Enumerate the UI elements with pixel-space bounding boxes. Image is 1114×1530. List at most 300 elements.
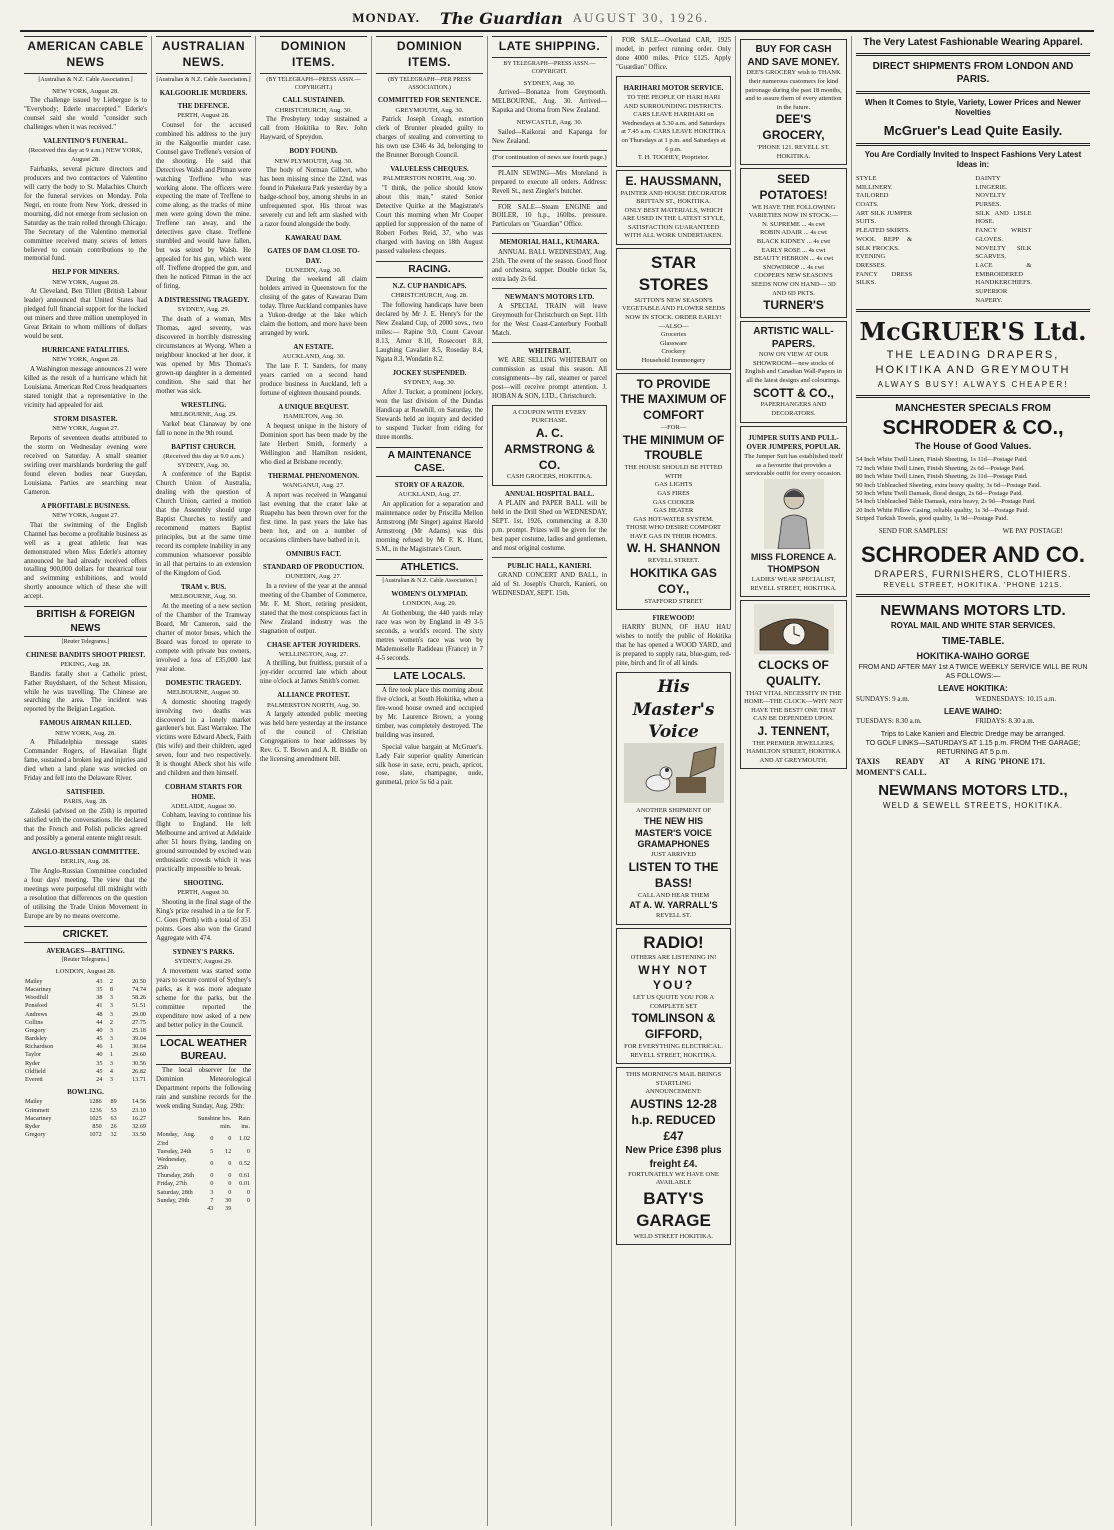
ad-list-item: DAINTY LINGERIE. — [975, 174, 1008, 191]
table-cell-value: 0 — [246, 1196, 250, 1204]
table-cell-value: 46 — [96, 1043, 103, 1051]
armstrong-ad — [492, 405, 607, 486]
notice-text: HARRY BUNN, OF HAU HAU wishes to notify the public of Hokitika that he has opened a WOOD YARD, and is prepared to supply rata, blue-gum, red-pine, birch and fir of all kinds. — [616, 624, 731, 668]
ad-heading: SEED POTATOES! — [759, 172, 828, 202]
ad-heading: THE MINIMUM OF TROUBLE — [622, 432, 725, 463]
article-headline: A DISTRESSING TRAGEDY. — [157, 296, 250, 305]
his-masters-voice-ad — [616, 672, 731, 924]
section-heading: ATHLETICS. — [376, 559, 483, 576]
ad-list-item: —ALSO— — [658, 322, 689, 330]
table-cell-value: 32 — [110, 1131, 117, 1139]
ad-address: REVELL STREET, HOKITIKA. — [630, 1051, 717, 1059]
article-headline: A PROFITABLE BUSINESS. — [41, 501, 130, 510]
table-cell-name: Saturday, 28th — [157, 1188, 193, 1196]
article-headline: COMMITTED FOR SENTENCE. — [377, 96, 482, 105]
table-cell-value: 29.60 — [132, 1051, 146, 1059]
table-cell-value: 20.50 — [132, 977, 146, 985]
table-cell-value: 38 — [96, 994, 103, 1002]
table-cell-value: 39.04 — [132, 1035, 146, 1043]
table-cell-name: Sunday, 29th — [157, 1196, 190, 1204]
notice-text: A SPECIAL TRAIN will leave Greymouth for Christchurch on Sept. 11th for the West Coast-Canterbury Football Match. — [492, 302, 607, 337]
ad-list-item: EVENING DRESSES. — [856, 253, 886, 269]
notice-heading: ANNUAL HOSPITAL BALL. — [504, 489, 595, 498]
table-cell-value: 32.69 — [132, 1123, 146, 1131]
haussmann-ad — [616, 170, 731, 245]
ad-subtitle: FOR EVERYTHING ELECTRICAL. — [624, 1043, 723, 1051]
table-cell-name: Bardsley — [25, 1035, 47, 1043]
article-text: In a review of the year at the annual meeting of the Chamber of Commerce, Mr. F. M. Short, retiring president, stated that the most conspicuous fact in New Zealand industry was the stagnation of output. — [260, 582, 367, 635]
table-cell-name: Mailey — [25, 977, 43, 985]
agency-credit: (BY TELEGRAPH—PRESS ASSN.—COPYRIGHT.) — [266, 76, 361, 91]
article-headline: COBHAM STARTS FOR HOME. — [164, 783, 243, 801]
ad-list-item: NOVELTY PURSES. — [975, 192, 1006, 209]
ad-advertiser: NEWMANS MOTORS LTD. — [880, 602, 1066, 620]
table-cell-name: Grimmett — [25, 1106, 50, 1114]
table-cell-value: 0 — [210, 1135, 214, 1143]
article-text: A movement was started some years to secure control of Sydney's parks, as it was more adequate scheme for the parks, but the committee reported the expenditure now asked of a new and better policy in the Council. — [156, 967, 251, 1029]
agency-credit: [Australian & N.Z. Cable Association.] — [38, 76, 133, 83]
ad-heading: CLOCKS OF QUALITY. — [758, 657, 829, 688]
article-headline: KAWARAU DAM. — [285, 234, 342, 243]
table-cell-value: 43 — [207, 1205, 214, 1213]
article-text: The death of a woman, Mrs Thomas, aged seventy, was discovered in horribly distressing circumstances at Wyong. When a neighbour knocked at her door, it was opened by Mrs Thomas's grown-up daughter in a demented condition. She said that her mother was sick. — [156, 316, 251, 395]
bowling-averages-table — [24, 1098, 147, 1139]
dateline: LONDON, Aug. 29. — [402, 600, 457, 608]
batting-row — [24, 994, 147, 1002]
wallpaper-ad — [740, 321, 847, 423]
ad-list-item: GAS COOKER — [652, 498, 695, 506]
ad-list-item: 50 Inch White Twill Damask, floral design, 2s 6d—Postage Paid. — [856, 489, 1023, 497]
section-heading: LATE LOCALS. — [376, 668, 483, 685]
ad-text: HOKITIKA AND GREYMOUTH — [875, 363, 1071, 376]
ad-tagline: ALWAYS BUSY! ALWAYS CHEAPER! — [877, 380, 1069, 390]
ad-text: When It Comes to Style, Variety, Lower Prices and Newer Novelties — [865, 97, 1081, 118]
ad-list-item: GAS FIRES — [657, 489, 690, 497]
dateline: PARIS, Aug. 28. — [63, 798, 108, 806]
ad-text: CALL AND HEAR THEM — [637, 891, 710, 899]
article-text: Cobham, leaving to continue his flight to England. He left Melbourne and arrived at Adelaide after 51 hours flying, landing on ground surrounded by excited wan enthusiastic crowds which it was practically impossible to break. — [156, 812, 251, 874]
ad-list-item: BLACK KIDNEY ... 4s cwt — [756, 238, 831, 246]
table-cell-name: Friday, 27th — [157, 1180, 187, 1188]
table-cell-value: 26 — [110, 1123, 117, 1131]
weather-row — [156, 1156, 251, 1172]
table-cell-name: Andrews — [25, 1010, 48, 1018]
table-cell-value: 1.02 — [239, 1135, 250, 1143]
batting-row — [24, 1076, 147, 1084]
table-cell-value: 3 — [109, 994, 114, 1002]
masthead — [20, 6, 1094, 32]
dateline: CHRISTCHURCH, Aug. 28. — [391, 292, 468, 300]
ad-advertiser: E. HAUSSMANN, — [625, 173, 722, 188]
table-cell-value: 30 — [225, 1196, 232, 1204]
batting-row — [24, 1011, 147, 1019]
table-cell-name: Gregory — [25, 1131, 46, 1139]
section-heading: A MAINTENANCE CASE. — [376, 447, 483, 477]
article-text: Special value bargain at McGruer's. Lady Fair superior quality American silk hose in saxe, ecru, peach, apricot, rose, slate, champagne, nude, gunmetal, price 5s 6d a pair. — [376, 743, 483, 787]
table-cell-name: Oldfield — [25, 1067, 46, 1075]
ad-advertiser: TOMLINSON & GIFFORD, — [631, 1011, 716, 1042]
ad-text: SUTTON'S NEW SEASON'S VEGETABLE AND FLOWER SEEDS NOW IN STOCK. ORDER EARLY! — [622, 296, 725, 322]
article-text: That the swimming of the English Channel has become a profitable business as well as a great athletic feat was demonstrated when Miss Ederle's attorney announced he had already received offers totalling 900,000 dollars for theatrical tour and swimming exhibitions, and would shortly announce which of these she will accept. — [24, 521, 147, 601]
ad-list-item: GAS HOT-WATER SYSTEM. — [633, 515, 714, 523]
ad-text: THIS MORNING'S MAIL BRINGS STARTLING — [625, 1071, 722, 1087]
ad-heading: TIME-TABLE. — [941, 635, 1005, 647]
ad-subtitle: 'PHONE 121. REVELL ST. HOKITIKA. — [757, 143, 830, 160]
ad-subtitle: LADIES' WEAR SPECIALIST, REVELL STREET, HOKITIKA. — [750, 576, 837, 592]
dateline: SYDNEY, August 29. — [174, 958, 233, 966]
article-text: "I think, the police should know about this man," stated Senior Detective Quirke at the Magistrate's Court this morning when Mr Cooper applied for suppression of the name of Robert Forbes Reid, 37, who was charged with having on 18th August passed valueless cheques. — [376, 185, 483, 255]
section-heading: BRITISH & FOREIGN NEWS — [24, 606, 147, 636]
article-headline: CALL SUSTAINED. — [282, 96, 345, 105]
ad-heading: THE MAXIMUM OF COMFORT — [620, 392, 727, 423]
article-text: After J. Tucker, a prominent jockey, won the last division of the Dundas Handicap at Rosehill, on Saturday, the Stewards held an inquiry and decided to suspend Tucker from riding for three months. — [376, 388, 483, 441]
table-cell-value: 2 — [109, 1018, 114, 1026]
notice-heading: NEWMAN'S MOTORS LTD. — [504, 292, 595, 301]
dateline: MELBOURNE, August 30. — [167, 688, 240, 696]
table-cell-name: Gregory — [25, 1026, 46, 1034]
table-cell-name: Collins — [25, 1018, 43, 1026]
table-cell-value: 0 — [210, 1159, 214, 1167]
batting-row — [24, 978, 147, 986]
article-text: Sailed—Kaikorai and Kapanga for New Zealand. — [492, 128, 607, 145]
ad-text: FORTUNATELY WE HAVE ONE AVAILABLE — [628, 1170, 719, 1187]
agency-credit: [Reuter Telegrams.] — [61, 638, 110, 645]
weather-row — [156, 1172, 251, 1180]
table-cell-value: 26.82 — [132, 1067, 146, 1075]
weather-table — [156, 1115, 251, 1213]
ad-text: WE PAY POSTAGE! — [1002, 526, 1063, 535]
dateline: CHRISTCHURCH, Aug. 30. — [275, 106, 352, 114]
article-text: The Presbytery today sustained a call from Hokitika to Rev. John Hayward, of Spreydon. — [260, 116, 367, 142]
radio-ad — [616, 928, 731, 1065]
article-headline: TRAM v. BUS. — [180, 582, 227, 591]
ad-list-item: Striped Turkish Towels, good quality, 1s 9d—Postage Paid. — [856, 515, 1009, 523]
table-cell-value — [232, 1205, 251, 1213]
dateline: WANGANUI, Aug. 27. — [282, 482, 345, 490]
ad-list-item: WOOL REPP & SILK FROCKS. — [856, 235, 913, 252]
dateline: HAMILTON, Aug. 30. — [283, 413, 344, 421]
table-cell-value: 58.26 — [132, 994, 146, 1002]
ad-list-item: FANCY WRIST GLOVES. — [975, 227, 1032, 243]
masthead-day: MONDAY. — [352, 10, 420, 25]
article-headline: SATISFIED. — [66, 788, 105, 797]
article-text: An application for a separation and maintenance order by Priscilla Mellon Armstrong (Mr Singer) against Harold Armstrong (Mr Adams) was this morning refused by Mr F. K. Hunt, S.M., in the Magistrate's Court. — [376, 500, 483, 553]
table-cell-value: 30.64 — [132, 1043, 146, 1051]
section-heading: DOMINION ITEMS. — [260, 36, 367, 74]
ad-subtitle: PAINTER AND HOUSE DECORATOR BRITTAN ST., HOKITIKA. — [620, 189, 727, 206]
article-headline: VALUELESS CHEQUES. — [390, 165, 469, 174]
column-american-cable-news — [20, 36, 152, 1526]
ad-text: THOSE WHO DESIRE COMFORT HAVE GAS IN THEIR HOMES. — [625, 524, 721, 540]
table-cell-value: 24 — [96, 1076, 103, 1084]
table-cell-name: Ponsford — [25, 1002, 48, 1010]
section-heading: LATE SHIPPING. — [492, 36, 607, 58]
ad-list-item: FANCY DRESS SILKS. — [856, 270, 913, 287]
ad-advertiser: NEWMANS MOTORS LTD., — [878, 782, 1068, 800]
ad-heading: LEAVE WAIHO: — [943, 706, 1003, 716]
table-cell-value: 8 — [109, 985, 114, 993]
table-cell-name: Richardson — [25, 1043, 54, 1051]
table-cell-value: 89 — [110, 1098, 117, 1106]
ad-address: WELD & SEWELL STREETS, HOKITIKA. — [882, 801, 1064, 811]
article-text: A conference of the Baptist Church Union of Australia, dealing with the question of Church Union, carried a motion that the Assembly should urge Baptist Churches to testify and recommend matters Baptist principles, but at the same time record its complete inability in any communion whatsoever possible in all that pertains to an extension of the Kingdom of God. — [156, 471, 251, 577]
ad-text: ONLY BEST MATERIALS, WHICH ARE USED IN THE LATEST STYLE, SATISFACTION GUARANTEED WITH ALL WORK UNDERTAKEN. — [622, 206, 725, 240]
article-headline: BODY FOUND. — [289, 147, 338, 156]
article-headline: N.Z. CUP HANDICAPS. — [392, 282, 467, 291]
table-cell-value: 41 — [96, 1002, 103, 1010]
article-headline: KALGOORLIE MURDERS. — [159, 88, 248, 97]
article-headline: JOCKEY SUSPENDED. — [392, 368, 467, 377]
ad-list-item: GAS HEATER — [653, 507, 694, 515]
table-cell-value: 53 — [110, 1106, 117, 1114]
article-text: The Anglo-Russian Committee concluded a four days' meeting. The view that the meetings were purposeful till midnight with a resolution that differences on the question of utilising the Trade Union Movement in Europe are by no means overcome. — [24, 867, 147, 920]
ad-list-item: STYLE MILLINERY. — [856, 174, 893, 191]
ad-advertiser: BATY'S GARAGE — [636, 1188, 711, 1231]
table-cell-value: 25.18 — [132, 1026, 146, 1034]
article-text: A largely attended public meeting was held here yesterday at the instance of the council of Christian Congregations to hear addresses by Rev. G. T. Brown and A. R. Biddle on the licensing amendment bill. — [260, 711, 367, 764]
dateline: PEKING, Aug. 28. — [60, 660, 111, 668]
ad-text: THE LEADING DRAPERS, — [886, 349, 1060, 362]
table-cell-value: 3 — [210, 1188, 214, 1196]
ad-text: DRAPERS, FURNISHERS, CLOTHIERS. — [874, 569, 1072, 580]
table-cell-value: 0 — [210, 1172, 214, 1180]
column-advertisements-3 — [852, 36, 1094, 1526]
table-cell-value: 45 — [96, 1035, 103, 1043]
table-cell-name: Macartney — [25, 1114, 52, 1122]
table-cell-value: 0 — [228, 1159, 232, 1167]
ad-text: ANOTHER SHIPMENT OF — [636, 807, 711, 815]
dateline: SYDNEY, Aug. 29. — [177, 306, 230, 314]
dateline: PERTH, August 28. — [177, 112, 230, 120]
ad-heading: The Very Latest Fashionable Wearing Apparel. — [863, 37, 1083, 48]
dateline: DUNEDIN, Aug. 30. — [285, 266, 342, 274]
column-australian-news — [152, 36, 256, 1526]
ad-text: FRIDAYS: 8.30 a.m. — [975, 717, 1035, 726]
batting-row — [24, 1068, 147, 1076]
mantel-clock-illustration — [754, 604, 834, 654]
article-text: Fairbanks, several picture directors and producers and two contractors of Valentino will carry the body to St. Malachies Church for the funeral services on Monday. Pola Negri, en route from New York, dressed in mourning, did not emerge from seclusion on Saturday as the train rolled through Chicago. The Secretary of the Valentino memorial committee received many scores of letters believed to contain contributions to the memorial fund. — [24, 165, 147, 263]
ad-text: THE HOUSE SHOULD BE FITTED WITH — [624, 464, 723, 480]
table-cell-value: 3 — [109, 1059, 114, 1067]
table-cell-value: 23.10 — [132, 1106, 146, 1114]
table-cell-value: 16.27 — [132, 1114, 146, 1122]
article-headline: ALLIANCE PROTEST. — [277, 691, 350, 700]
table-cell-value: 3 — [109, 1076, 114, 1084]
ad-tagline: The House of Good Values. — [914, 441, 1032, 452]
ad-text: NOW ON VIEW AT OUR SHOWROOM—new stocks of English and Canadian Wall-Papers in all the latest designs and colourings. — [745, 351, 842, 385]
notice-text: GRAND CONCERT AND BALL, in aid of St. Joseph's Church, Kanieri, on WEDNESDAY, SEPT. 15th. — [492, 572, 607, 598]
ad-list-item: 80 Inch White Twill Linen, Finish Sheeting, 2s 11d—Postage Paid. — [856, 473, 1028, 481]
article-text: A domestic shooting tragedy involving two deaths was discovered in a lonely market gardener's hut. East Warrakee. The victims were Edward Abeck, Faith (his wife) and their children, aged seven, four and two respectively. It is thought Abeck shot his wife and children and then himself. — [156, 698, 251, 778]
table-cell-value: 40 — [96, 1051, 103, 1059]
batting-row — [24, 1035, 147, 1043]
ad-text: WE HAVE THE FOLLOWING VARIETIES NOW IN STOCK:— — [748, 203, 839, 220]
ad-advertiser: DEE'S GROCERY, — [762, 112, 825, 143]
ad-brand: His Master's Voice — [632, 677, 715, 743]
ad-heading: McGruer's Lead Quite Easily. — [883, 122, 1063, 138]
table-cell-value: 27.75 — [132, 1018, 146, 1026]
ad-text: Trips to Lake Kanieri and Electric Dredge may be arranged. — [880, 730, 1066, 738]
ad-list-item: SNOWDROP ... 4s cwt — [762, 263, 825, 271]
article-text: A thrilling, but fruitless, pursuit of a joy-rider occurred late which about nine o'clock at James Smith's corner. — [260, 660, 367, 686]
ad-text: ANNOUNCEMENT: — [645, 1088, 702, 1096]
table-cell-value: 48 — [96, 1010, 103, 1018]
column-dominion-items-1 — [256, 36, 372, 1526]
article-text: Zaleski (advised on the 25th) is reported satisfied with the conversations. He declared that the French and Polish policies agreed and possibly a general entente might result. — [24, 808, 147, 843]
ad-list-item: 54 Inch Unbleached Table Damask, extra heavy, 2s 9d—Postage Paid. — [856, 498, 1036, 506]
bowling-row — [24, 1115, 147, 1123]
bowling-row — [24, 1123, 147, 1131]
article-subheadline: GATES OF DAM CLOSE TO-DAY. — [267, 247, 360, 265]
section-heading: CRICKET. — [24, 926, 147, 943]
ad-list-item: BEAUTY HEBRON ... 4s cwt — [753, 255, 834, 263]
article-text: The late F. T. Sanders, for many years carried on a second hand produce business in Auckland, left a fortune of eighteen thousand pounds. — [260, 363, 367, 398]
ad-heading: HOKITIKA-WAIHO GORGE — [916, 650, 1030, 661]
dateline: AUCKLAND, Aug. 27. — [398, 491, 461, 499]
ad-text: You Are Cordially Invited to Inspect Fashions Very Latest Ideas in: — [864, 149, 1082, 170]
ad-subtitle: PAPERHANGERS AND DECORATORS. — [760, 401, 827, 418]
ad-list-item: 20 Inch White Pillow Casing, reliable quality, 1s 3d—Postage Paid. — [856, 506, 1030, 514]
dateline: NEWCASTLE, Aug. 30. — [516, 119, 583, 127]
article-text: Reports of seventeen deaths attributed to the storm on Wednesday evening were received on Saturday. A small steamer swirling over marshlands bordering the gulf found eleven bodies near Gueydan, Louisiana. Parties are searching near Cameron. — [24, 434, 147, 496]
article-headline: WOMEN'S OLYMPIAD. — [391, 589, 468, 598]
ad-advertiser: J. TENNENT, — [757, 723, 830, 738]
article-text: Shooting in the final stage of the King's prize resulted in a tie for F. C. Goes (Perth) with a total of 351 points. Goes also won the Grand Aggregate with 474. — [156, 899, 251, 943]
article-headline: CHINESE BANDITS SHOOT PRIEST. — [25, 650, 146, 659]
table-cell-value: 2 — [109, 977, 114, 985]
table-cell-value: 0.52 — [239, 1159, 250, 1167]
notice-heading: PUBLIC HALL, KANIERI. — [507, 561, 592, 570]
table-cell-value: 0 — [210, 1180, 214, 1188]
classified-ad: FOR SALE—Overland CAR, 1925 model, in perfect running order. Only done 4000 miles. Price £125. Apply "Guardian" Office. — [616, 37, 731, 71]
classified-ad: FOR SALE—Steam ENGINE and BOILER, 10 h.p., 160lbs. pressure. Particulars on "Guardian" Office. — [492, 203, 607, 229]
table-cell-value: 45 — [96, 1067, 103, 1075]
ad-text: FROM AND AFTER MAY 1st A TWICE WEEKLY SERVICE WILL BE RUN AS FOLLOWS:— — [858, 663, 1088, 680]
column-header: Sunshine hrs. min. — [197, 1114, 232, 1131]
ad-subtitle: REVELL STREET. — [647, 557, 700, 565]
article-headline: DOMESTIC TRAGEDY. — [165, 678, 242, 687]
dateline: GREYMOUTH, Aug. 30. — [395, 106, 464, 114]
table-cell-value: 29.00 — [132, 1010, 146, 1018]
article-headline: STORM DISASTER. — [53, 414, 118, 423]
dateline: (Received this day at 9 a.m.) NEW YORK, August 28. — [28, 147, 143, 164]
dateline: SYDNEY, Aug. 30. — [403, 379, 456, 387]
table-cell-value: 0 — [228, 1188, 232, 1196]
agency-credit: [Reuter Telegrams.] — [61, 957, 110, 964]
weather-heading: LOCAL WEATHER BUREAU. — [156, 1035, 251, 1065]
table-cell-value: 30.56 — [132, 1059, 146, 1067]
table-cell-value: 33.50 — [132, 1131, 146, 1139]
article-text: The local observer for the Dominion Meteorological Department reports the following rain and sunshine records for the week ending Sunday, Aug. 29th: — [156, 1067, 251, 1110]
notice-heading: MEMORIAL HALL, KUMARA. — [499, 238, 600, 247]
ad-heading: LEAVE HOKITIKA: — [938, 684, 1008, 694]
ad-text: RING 'PHONE 171. — [975, 757, 1045, 767]
article-text: Bandits fatally shot a Catholic priest, Father Ruydshaert, of the Scheut Mission, while he was travelling. The Chinese are searching the area. The incident was reported by the Belgian Legation. — [24, 670, 147, 714]
article-text: Arrived—Bonanza from Greymouth. MELBOURNE, Aug. 30. Arrived—Kapuka and Oroma from New Zealand. — [492, 89, 607, 115]
ad-subtitle: CASH GROCERS, HOKITIKA. — [506, 473, 593, 481]
ad-text: SEND FOR SAMPLES! — [878, 526, 948, 535]
section-heading: AUSTRALIAN NEWS. — [156, 36, 251, 74]
ad-heading: JUMPER SUITS AND PULL-OVER JUMPERS, POPULAR. — [746, 433, 841, 451]
weather-row — [156, 1131, 251, 1147]
ad-advertiser: SCHRODER AND CO. — [860, 542, 1086, 568]
ad-list-item: Groceries — [660, 331, 687, 339]
ad-text: WEDNESDAYS: 10.15 a.m. — [975, 694, 1057, 703]
agency-credit: BY TELEGRAPH—PRESS ASSN.—COPYRIGHT. — [503, 60, 596, 75]
dateline: MELBOURNE, Aug. 29. — [170, 411, 237, 419]
ad-advertiser: McGRUER'S Ltd. — [859, 317, 1087, 347]
ad-text: COOPER'S NEW SEASON'S SEEDS NOW ON HAND— 3D AND 6D PKTS. — [751, 272, 836, 297]
article-text: The following handicaps have been declared by Mr J. E. Henry's for the New Zealand Cup, of 2000 sovs., two miles:— Rapine 9.0, Count Cavour 8.13, Amor 8.10, Rosecourt 8.8, Laughing Cavalier 8.5, Roseday 8.4, Ngata 8.3, Wondatin 8.2. — [376, 302, 483, 363]
weather-row — [156, 1180, 251, 1188]
ad-heading: ARTISTIC WALL-PAPERS. — [753, 325, 834, 351]
table-cell-name: Taylor — [25, 1051, 42, 1059]
table-cell-value: 3 — [109, 1026, 114, 1034]
table-cell-value: 35 — [96, 1059, 103, 1067]
table-cell-value: 0.61 — [239, 1172, 250, 1180]
notice-text: ANNUAL BALL WEDNESDAY, Aug. 25th. The event of the season. Good floor and orchestra, supper. Double ticket 5s, extra lady 2s 6d. — [492, 248, 607, 283]
batting-averages-table — [24, 978, 147, 1084]
clocks-ad — [740, 600, 847, 769]
article-headline: BAPTIST CHURCH. — [171, 442, 236, 451]
agency-credit: [Australian & N.Z. Cable Association.] — [382, 577, 477, 584]
table-cell-value: 3 — [109, 1002, 114, 1010]
masthead-date: AUGUST 30, 1926. — [572, 10, 710, 25]
table-cell-value: 63 — [110, 1114, 117, 1122]
table-title: AVERAGES—BATTING. — [46, 946, 125, 955]
notice-heading: FIREWOOD! — [652, 614, 695, 623]
article-subheadline: THE DEFENCE. — [177, 101, 230, 110]
ad-heading: LISTEN TO THE BASS! — [628, 859, 719, 890]
bowling-row — [24, 1098, 147, 1106]
table-cell-name: Woodfull — [25, 994, 49, 1002]
table-cell-value: 0 — [228, 1135, 232, 1143]
notice-heading: WHITEBAIT. — [528, 346, 571, 355]
table-title: BOWLING. — [67, 1088, 104, 1097]
table-cell-value: 43 — [96, 977, 103, 985]
ad-advertiser: W. H. SHANNON — [626, 541, 721, 556]
table-cell-name: Monday, Aug. 23rd — [157, 1131, 196, 1147]
article-text: A Washington message announces 21 were killed as the result of a hurricane which hit Louisiana. American Red Cross headquarters stated tonight that a representative in the vicinity had appealed for aid. — [24, 366, 147, 409]
ad-subtitle: STAFFORD STREET — [644, 597, 703, 605]
dateline: ADELAIDE, August 30. — [170, 802, 237, 810]
table-cell-value: 4 — [109, 1067, 114, 1075]
seed-potatoes-ad — [740, 168, 847, 318]
column-advertisements-2 — [736, 36, 852, 1526]
dateline: NEW PLYMOUTH, Aug. 30. — [274, 157, 353, 165]
manchester-specials-list — [856, 456, 1090, 524]
ad-text: SUNDAYS: 9 a.m. — [856, 694, 910, 703]
dateline: MELBOURNE, Aug. 30. — [170, 593, 237, 601]
table-cell-name — [156, 1205, 196, 1213]
article-text: Counsel for the accused combined his address to the jury in the Kalgoorlie murder case. Counsel gave Treffene's version of the shooting. He said that Detectives Walsh and Pitman were watching Treffene who was working alone. The officers were expecting the mate of Treffene to come along, as the tracks of mine men were going down the mine. Treffene ran away, and the detectives gave chase. Treffene stumbled and would have fallen, but was seized by Walsh. He appealed for his gun, which went off. Treffene dropped the gun, and then he noticed Pitman in the act of firing. — [156, 121, 251, 291]
star-stores-ad — [616, 248, 731, 370]
classified-ad: PLAIN SEWING—Mrs Moreland is prepared to execute all orders. Address: Revell St., next Ziegler's butcher. — [492, 169, 607, 195]
article-headline: AN ESTATE. — [293, 343, 334, 352]
ad-advertiser: AT A. W. YARRALL'S — [629, 900, 718, 911]
gas-company-ad — [616, 373, 731, 611]
article-headline: HELP FOR MINERS. — [52, 268, 119, 277]
dateline: LONDON, August 28. — [55, 968, 116, 976]
batys-garage-ad — [616, 1067, 731, 1245]
article-headline: HURRICANE FATALITIES. — [41, 346, 130, 355]
dateline: PERTH, August 30. — [177, 889, 230, 897]
article-text: A Philadelphia message states Commander Rogers, of Hawaiian flight fame, sustained a broken leg and injuries and died when a land plane was wrecked on Friday and fell into the Delaware River. — [24, 739, 147, 783]
ad-heading: BUY FOR CASH AND SAVE MONEY. — [747, 44, 840, 69]
table-cell-value: 14.56 — [132, 1098, 146, 1106]
ad-list-item: ART SILK JUMPER SUITS. — [856, 209, 913, 226]
article-text: A bequest unique in the history of Dominion sport has been made by the late Herbert Smith, formerly a Wellington and Hamilton resident, who died at Brisbane recently. — [260, 422, 367, 466]
